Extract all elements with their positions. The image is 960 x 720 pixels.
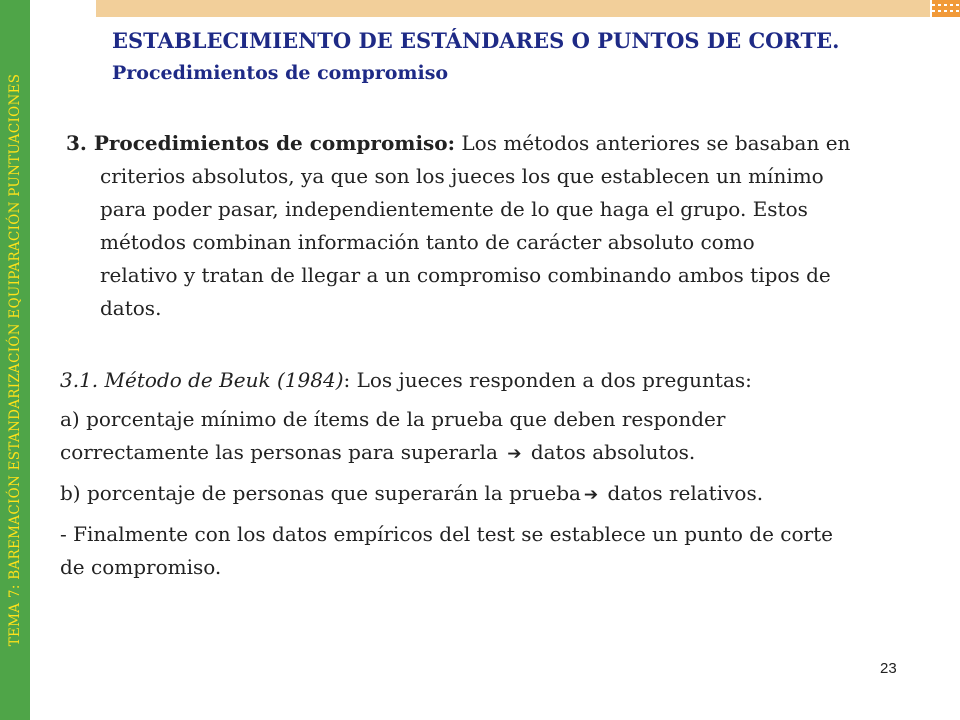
item-b-result: datos relativos. [601, 481, 764, 505]
paragraph-line: criterios absolutos, ya que son los jueces los que establecen un mínimo [100, 164, 824, 188]
arrow-right-icon: ➔ [583, 485, 599, 505]
beuk-heading-text: : Los jueces responden a dos preguntas: [343, 368, 752, 392]
paragraph-line: para poder pasar, independientemente de lo que haga el grupo. Estos [100, 197, 808, 221]
item-b-text: b) porcentaje de personas que superarán la prueba [60, 481, 581, 505]
corner-decorative-block [932, 0, 960, 17]
item-b-line [60, 477, 940, 512]
item-a-line-2 [60, 436, 940, 471]
beuk-heading [60, 364, 940, 397]
paragraph-line: datos. [100, 296, 162, 320]
item-a-line-1: a) porcentaje mínimo de ítems de la prueba que deben responder [60, 407, 726, 431]
top-decorative-bar [96, 0, 930, 17]
paragraph-line: relativo y tratan de llegar a un compromiso combinando ambos tipos de [100, 263, 831, 287]
sidebar [0, 0, 30, 720]
final-note-line-2: de compromiso. [60, 555, 222, 579]
item-a-text: correctamente las personas para superarla [60, 440, 505, 464]
item-a-result: datos absolutos. [524, 440, 696, 464]
paragraph-line [66, 127, 946, 160]
final-note-line-1: - Finalmente con los datos empíricos del test se establece un punto de corte [60, 522, 833, 546]
beuk-method-title: 3.1. Método de Beuk (1984) [60, 368, 344, 392]
section-3-paragraph [66, 127, 946, 325]
slide-title: ESTABLECIMIENTO DE ESTÁNDARES O PUNTOS DE CORTE. [112, 28, 840, 53]
paragraph-text: Los métodos anteriores se basaban en [455, 131, 851, 155]
sidebar-topic-label: TEMA 7: BAREMACIÓN ESTANDARIZACIÓN EQUIPARACIÓN PUNTUACIONES [7, 73, 23, 647]
paragraph-line: métodos combinan información tanto de carácter absoluto como [100, 230, 755, 254]
slide-subtitle: Procedimientos de compromiso [112, 62, 449, 84]
page-number: 23 [880, 660, 897, 677]
section-3-label: 3. Procedimientos de compromiso: [66, 131, 456, 155]
arrow-right-icon: ➔ [507, 444, 522, 464]
beuk-method-block [60, 364, 940, 584]
